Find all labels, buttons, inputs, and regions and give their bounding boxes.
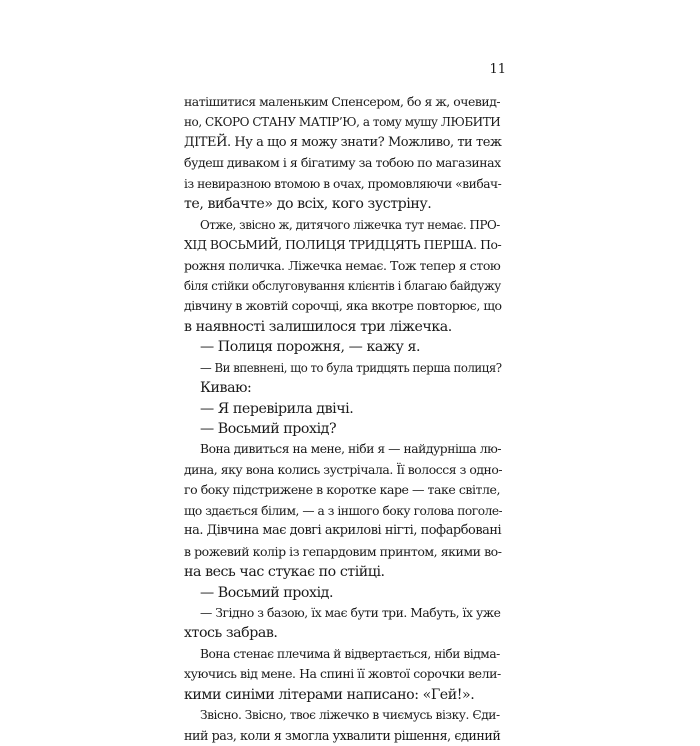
text-line: Отже, звісно ж, дитячого ліжечка тут немає. ПРО- (200, 217, 500, 232)
text-line: що здається білим, — а з іншого боку голова поголе- (184, 503, 502, 518)
text-line: на весь час стукає по стійці. (184, 564, 385, 581)
text-line: в наявності залишилося три ліжечка. (184, 318, 452, 335)
body-text (184, 92, 502, 746)
text-line: біля стійки обслуговування клієнтів і благаю байдужу (184, 278, 501, 293)
text-line: в рожевий колір із гепардовим принтом, якими во- (184, 543, 502, 559)
text-line: ХІД ВОСЬМИЙ, ПОЛИЦЯ ТРИДЦЯТЬ ПЕРША. По- (184, 237, 502, 253)
text-line: на. Дівчина має довгі акрилові нігті, пофарбовані (184, 523, 502, 539)
text-line: ДІТЕЙ. Ну а що я можу знати? Можливо, ти теж (184, 134, 502, 150)
text-line: — Восьмий прохід? (200, 421, 337, 437)
text-line: те, вибачте» до всіх, кого зустріну. (184, 196, 432, 213)
text-line: — Полиця порожня, — кажу я. (200, 339, 421, 356)
text-line: із невиразною втомою в очах, промовляючи «вибач- (184, 176, 502, 191)
text-line: дина, яку вона колись зустрічала. Її волосся з одно- (184, 461, 502, 477)
text-line: кими синіми літерами написано: «Гей!». (184, 686, 475, 703)
text-line: — Я перевірила двічі. (200, 400, 354, 417)
text-line: Вона дивиться на мене, ніби я — найдурніша лю- (200, 442, 502, 457)
text-line: натішитися маленьким Спенсером, бо я ж, очевид- (184, 94, 501, 109)
text-line: но, СКОРО СТАНУ МАТІР’Ю, а тому мушу ЛЮБИТИ (184, 115, 501, 130)
text-line: рожня поличка. Ліжечка немає. Тож тепер я стою (184, 257, 501, 273)
text-line: ний раз, коли я змогла ухвалити рішення, єдиний (184, 727, 501, 743)
text-line: будеш диваком і я бігатиму за тобою по магазинах (184, 155, 501, 171)
text-line: Вона стенає плечима й відвертається, ніби відма- (200, 646, 500, 661)
text-line: — Згідно з базою, їх має бути три. Мабуть, їх уже (200, 605, 501, 620)
text-line: го боку підстрижене в коротке каре — таке світле, (184, 482, 500, 498)
text-line: Киваю: (200, 380, 252, 397)
text-line: дівчину в жовтій сорочці, яка вкотре повторює, що (184, 298, 502, 314)
text-line: хтось забрав. (184, 625, 278, 642)
page-number: 11 (489, 62, 506, 77)
text-line: — Восьмий прохід. (200, 584, 334, 601)
text-line: — Ви впевнені, що то була тридцять перша полиця? (200, 360, 502, 375)
text-line: Звісно. Звісно, твоє ліжечко в чиємусь візку. Єди- (200, 708, 500, 723)
text-line: хуючись від мене. На спині її жовтої сорочки вели- (184, 666, 501, 682)
